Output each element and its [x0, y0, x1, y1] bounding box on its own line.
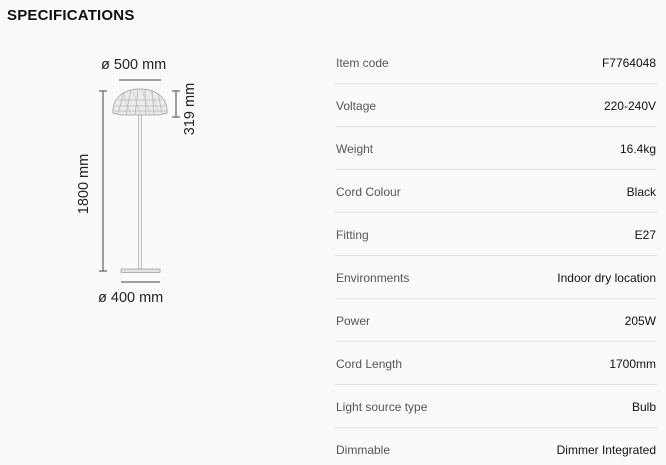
spec-row-cord-colour: [335, 170, 657, 213]
base-width-label: ø 400 mm: [98, 290, 164, 306]
lamp-shade: [113, 89, 167, 115]
spec-table: [335, 41, 657, 465]
spec-label: Fitting: [336, 228, 369, 242]
spec-label: Weight: [336, 142, 374, 156]
spec-value: E27: [634, 228, 656, 242]
spec-label: Cord Length: [336, 357, 403, 371]
spec-row-environments: [335, 256, 657, 299]
shade-width-label: ø 500 mm: [101, 57, 167, 73]
spec-row-fitting: [335, 213, 657, 256]
total-height-label: 1800 mm: [76, 153, 92, 215]
spec-row-power: [335, 299, 657, 342]
spec-value: Bulb: [631, 400, 656, 414]
spec-label: Voltage: [336, 99, 377, 113]
spec-value: 220-240V: [603, 99, 656, 113]
shade-height-label: 319 mm: [182, 82, 198, 136]
spec-label: Cord Colour: [336, 185, 401, 199]
spec-value: Black: [626, 185, 656, 199]
spec-value: 1700mm: [609, 357, 656, 371]
lamp-stem: [139, 115, 142, 269]
spec-value: Dimmer Integrated: [556, 443, 656, 457]
spec-label: Environments: [336, 271, 410, 285]
spec-row-dimmable: [335, 428, 657, 465]
spec-row-item-code: [335, 41, 657, 84]
lamp-base: [121, 269, 160, 273]
spec-label: Dimmable: [336, 443, 391, 457]
spec-value: 205W: [624, 314, 656, 328]
spec-value: Indoor dry location: [557, 271, 656, 285]
spec-label: Light source type: [336, 400, 428, 414]
page-title: SPECIFICATIONS: [7, 7, 135, 24]
spec-row-cord-length: [335, 342, 657, 385]
spec-row-weight: [335, 127, 657, 170]
spec-row-voltage: [335, 84, 657, 127]
spec-row-light-source-type: [335, 385, 657, 428]
spec-label: Power: [336, 314, 371, 328]
spec-value: 16.4kg: [619, 142, 656, 156]
spec-label: Item code: [336, 56, 389, 70]
spec-value: F7764048: [601, 56, 656, 70]
